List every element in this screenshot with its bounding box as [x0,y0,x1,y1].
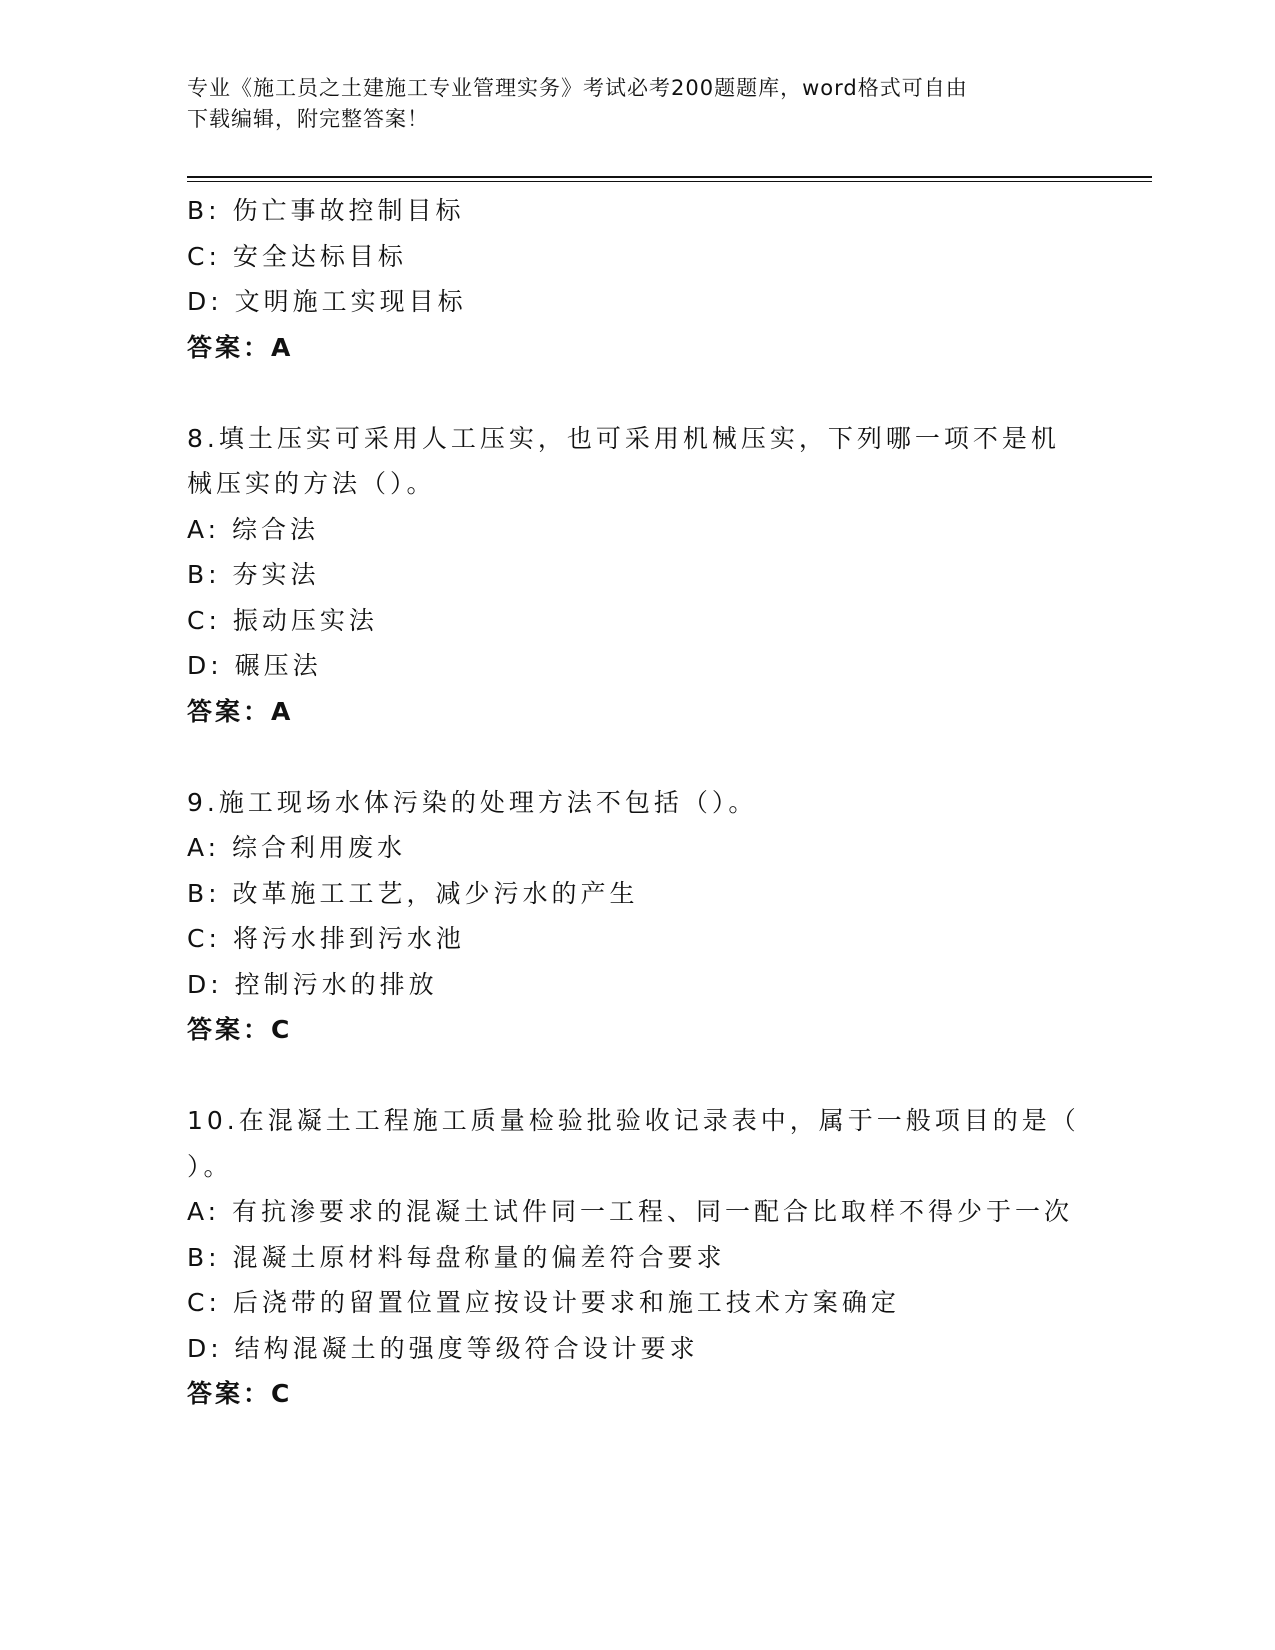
spacer [187,370,1087,416]
question-list [187,188,1087,1417]
option-c: C: 后浇带的留置位置应按设计要求和施工技术方案确定 [187,1288,900,1317]
option-b: B: 夯实法 [187,560,320,589]
question-9 [187,780,1087,1053]
option-d: D: 结构混凝土的强度等级符合设计要求 [187,1333,699,1363]
option-a: A: 有抗渗要求的混凝土试件同一工程、同一配合比取样不得少于一次 [187,1197,1074,1226]
option-c: C: 振动压实法 [187,605,378,635]
option-d: D: 控制污水的排放 [187,969,438,999]
question-text: 械压实的方法（）。 [187,469,436,498]
option-b: B: 伤亡事故控制目标 [187,196,465,225]
question-text: 9.施工现场水体污染的处理方法不包括（）。 [187,787,758,817]
question-7-continued [187,188,1087,370]
answer: 答案：C [187,1379,293,1408]
answer: 答案：C [187,1015,293,1044]
answer: 答案：A [187,332,294,362]
option-a: A: 综合利用废水 [187,833,407,862]
header-line-2: 下载编辑，附完整答案！ [187,107,429,131]
question-text: 8.填土压实可采用人工压实，也可采用机械压实，下列哪一项不是机 [187,423,1060,453]
document-header [187,73,1067,135]
option-b: B: 混凝土原材料每盘称量的偏差符合要求 [187,1242,726,1272]
question-10 [187,1098,1087,1417]
option-b: B: 改革施工工艺，减少污水的产生 [187,878,639,908]
question-text: 10.在混凝土工程施工质量检验批验收记录表中，属于一般项目的是（ [187,1106,1080,1135]
spacer [187,1053,1087,1099]
header-rule-thick [187,176,1152,178]
option-c: C: 安全达标目标 [187,241,407,271]
header-line-1: 专业《施工员之土建施工专业管理实务》考试必考200题题库，word格式可自由 [187,76,968,100]
spacer [187,734,1087,780]
question-8 [187,416,1087,735]
question-text: ）。 [187,1151,233,1181]
option-d: D: 文明施工实现目标 [187,287,467,316]
option-c: C: 将污水排到污水池 [187,924,465,953]
header-rule-thin [187,181,1152,182]
option-d: D: 碾压法 [187,651,322,680]
answer: 答案：A [187,696,294,726]
option-a: A: 综合法 [187,514,320,544]
